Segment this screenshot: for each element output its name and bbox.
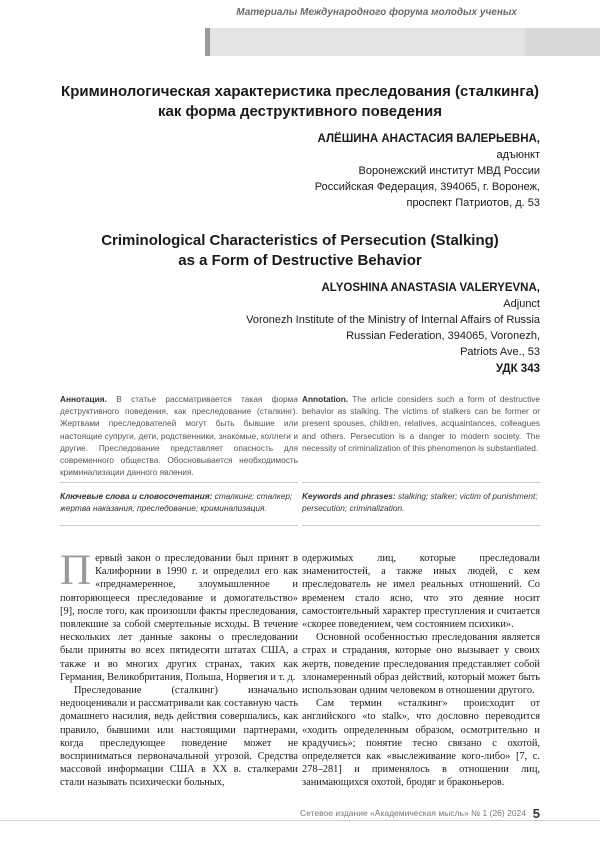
series-title: Материалы Международного форума молодых ученых <box>236 7 517 18</box>
drop-cap: П <box>60 547 92 594</box>
header-accent <box>205 28 210 56</box>
divider <box>302 525 540 526</box>
ru-author-name: АЛЁШИНА АНАСТАСИЯ ВАЛЕРЬЕВНА, <box>317 133 540 145</box>
footer-line <box>0 820 600 821</box>
header-tab <box>525 28 600 56</box>
en-author-name: ALYOSHINA ANASTASIA VALERYEVNA, <box>321 282 540 294</box>
page-number: 5 <box>532 806 540 821</box>
footer-journal: Сетевое издание «Академическая мысль» № 1 (26) 2024 <box>300 808 526 818</box>
body-column-right: одержимых лиц, которые преследовали знаменитостей, а также иных людей, с кем преследователь не имел реальных отношений. Со временем стало ясно, что это деяние носит самостоятельный характер преступления и считается «скорее поведением, чем состоянием психики». Основной особенностью преследования является страх и страдания, которые оно вызывает у своих жертв, поведение преследования представляет собой злонамеренный образ действий, который может быть использован одним человеком в отношении другого. Сам термин «сталкинг» происходит от английского «to stalk», что дословно переводится «ходить определенным образом, осмотрительно и крадучись»; понятие тесно связано с охотой, определяется как «выслеживание кого-либо» [7, с. 278–281] и применялось в отношении лиц, занимающихся охотой, бродяг и браконьеров. <box>302 553 540 789</box>
abstract-ru: Аннотация. В статье рассматривается такая форма деструктивного поведения, как преследование (сталкинг). Жертвами преследователей могут быть бывшие или настоящие супруги, дети, родственники, знакомые, коллеги и другие. Преследование представляет опасность для современного общества. Обосновывается необходимость криминализации данного явления. <box>60 394 298 478</box>
body-column-left: Первый закон о преследовании был принят в Калифорнии в 1990 г. и определил его как «преднамеренное, злоумышленное и повторяющееся преследование и домогательство» [9], после того, как произошли факты преследования, повлекшие за собой смертельные исходы. В течение нескольких лет данные законы о преследовании были приняты во всех пятидесяти штатах США, а также и во многих других странах, таких как Германия, Великобритания, Польша, Норвегия и т. д. Преследование (сталкинг) изначально недооценивали и рассматривали как составную часть домашнего насилия, ведь действия совершались, как правило, бывшими или настоящими партнерами, когда преследующее поведение может не восприниматься первоначальной угрозой. Средства массовой информации США в XX в. сталкерами стали называть психически больных, <box>60 547 298 789</box>
en-article-title: Criminological Characteristics of Persecution (Stalking) as a Form of Destructive Behavior <box>101 232 499 269</box>
divider <box>302 482 540 483</box>
divider <box>60 525 298 526</box>
udk-code: УДК 343 <box>495 363 540 375</box>
ru-author-block: АЛЁШИНА АНАСТАСИЯ ВАЛЕРЬЕВНА, адъюнкт Воронежский институт МВД России Российская Федерация, 394065, г. Воронеж, проспект Патриотов, д. 53 <box>314 133 540 209</box>
keywords-ru: Ключевые слова и словосочетания: сталкинг; сталкер; жертва наказания; преследование; криминализация. <box>60 491 293 514</box>
divider <box>60 482 298 483</box>
keywords-en: Keywords and phrases: stalking; stalker; victim of punishment; persecution; criminalization. <box>302 491 538 514</box>
ru-article-title: Криминологическая характеристика преследования (сталкинга) как форма деструктивного поведения <box>61 83 539 120</box>
abstract-en: Annotation. The article considers such a form of destructive behavior as stalking. The victims of stalkers can be former or present spouses, children, relatives, acquaintances, colleagues and others. Persecution is a danger to modern society. The necessity of criminalization of this phenomenon is substantiated. <box>302 394 540 453</box>
en-author-block: ALYOSHINA ANASTASIA VALERYEVNA, Adjunct Voronezh Institute of the Ministry of Internal Affairs of Russia Russian Federation, 394065, Voronezh, Patriots Ave., 53 <box>246 282 540 358</box>
